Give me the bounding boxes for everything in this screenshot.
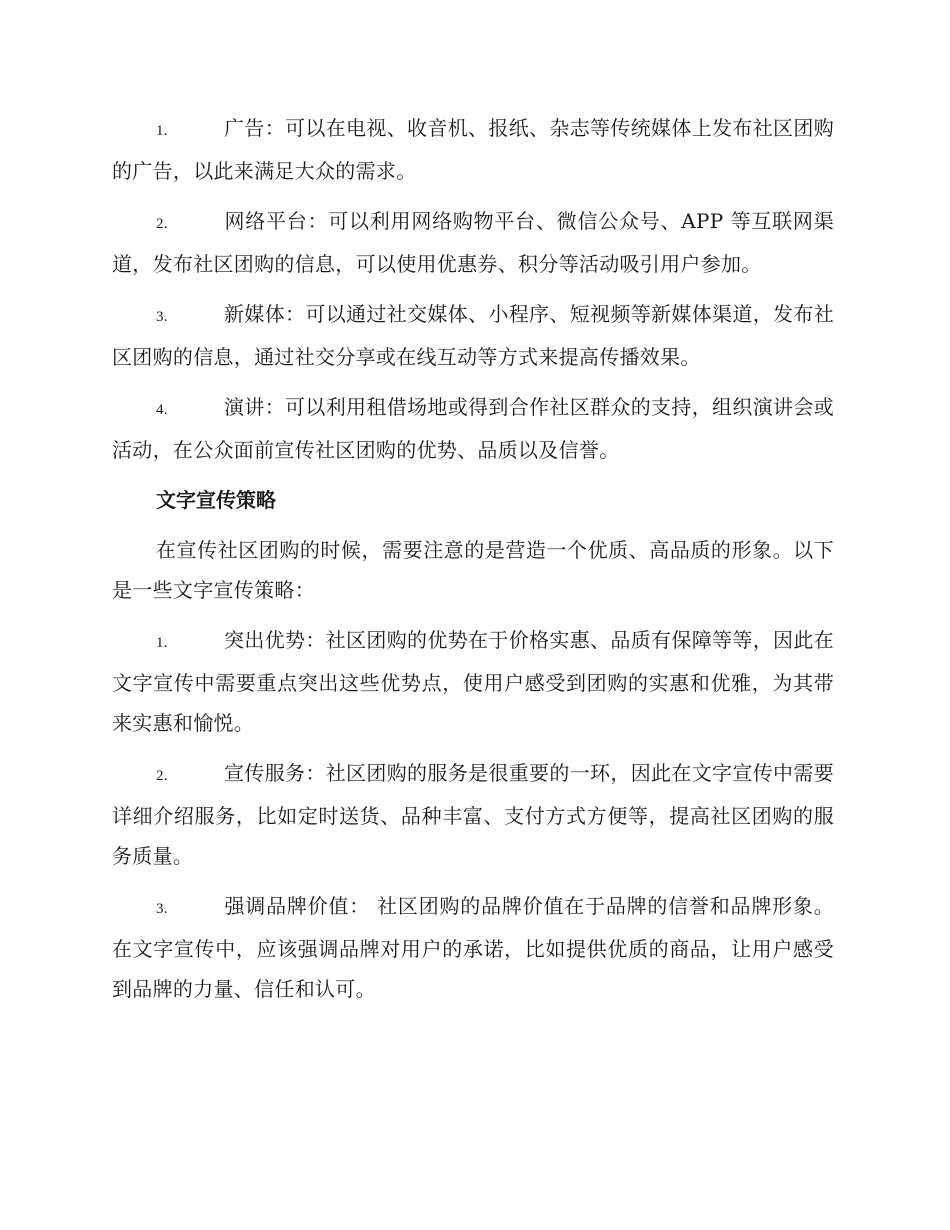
list-item-text: 宣传服务：社区团购的服务是很重要的一环，因此在文字宣传中需要详细介绍服务，比如定时送货、品种丰富、支付方式方便等，提高社区团购的服务质量。 [112,761,834,868]
list-item-number: 1. [156,123,168,139]
list-item-text: 网络平台：可以利用网络购物平台、微信公众号、APP 等互联网渠道，发布社区团购的信息，可以使用优惠券、积分等活动吸引用户参加。 [112,209,834,276]
intro-paragraph: 在宣传社区团购的时候，需要注意的是营造一个优质、高品质的形象。以下是一些文字宣传策略： [112,538,834,602]
list-item-number: 3. [156,309,168,325]
list-item [112,108,834,191]
list-item [112,294,834,377]
list-item [112,753,834,876]
list-item-text: 突出优势：社区团购的优势在于价格实惠、品质有保障等等，因此在文字宣传中需要重点突出这些优势点，使用户感受到团购的实惠和优雅，为其带来实惠和愉悦。 [112,628,834,735]
list-item-text: 新媒体：可以通过社交媒体、小程序、短视频等新媒体渠道，发布社区团购的信息，通过社交分享或在线互动等方式来提高传播效果。 [112,302,834,369]
list-item [112,387,834,470]
list-item [112,886,834,1009]
list-item-text: 演讲：可以利用租借场地或得到合作社区群众的支持，组织演讲会或活动，在公众面前宣传社区团购的优势、品质以及信誉。 [112,395,834,462]
list-item-number: 4. [156,402,168,418]
document-content [112,108,834,1019]
list-item-number: 2. [156,216,168,232]
list-item-text: 广告：可以在电视、收音机、报纸、杂志等传统媒体上发布社区团购的广告，以此来满足大众的需求。 [112,116,834,183]
list-item-number: 1. [156,635,168,651]
list-item-number: 3. [156,901,168,917]
list-item [112,201,834,284]
section-heading: 文字宣传策略 [156,488,276,512]
list-item-number: 2. [156,768,168,784]
list-item-text: 强调品牌价值： 社区团购的品牌价值在于品牌的信誉和品牌形象。在文字宣传中，应该强调品牌对用户的承诺，比如提供优质的商品，让用户感受到品牌的力量、信任和认可。 [112,894,834,1001]
list-item [112,620,834,743]
